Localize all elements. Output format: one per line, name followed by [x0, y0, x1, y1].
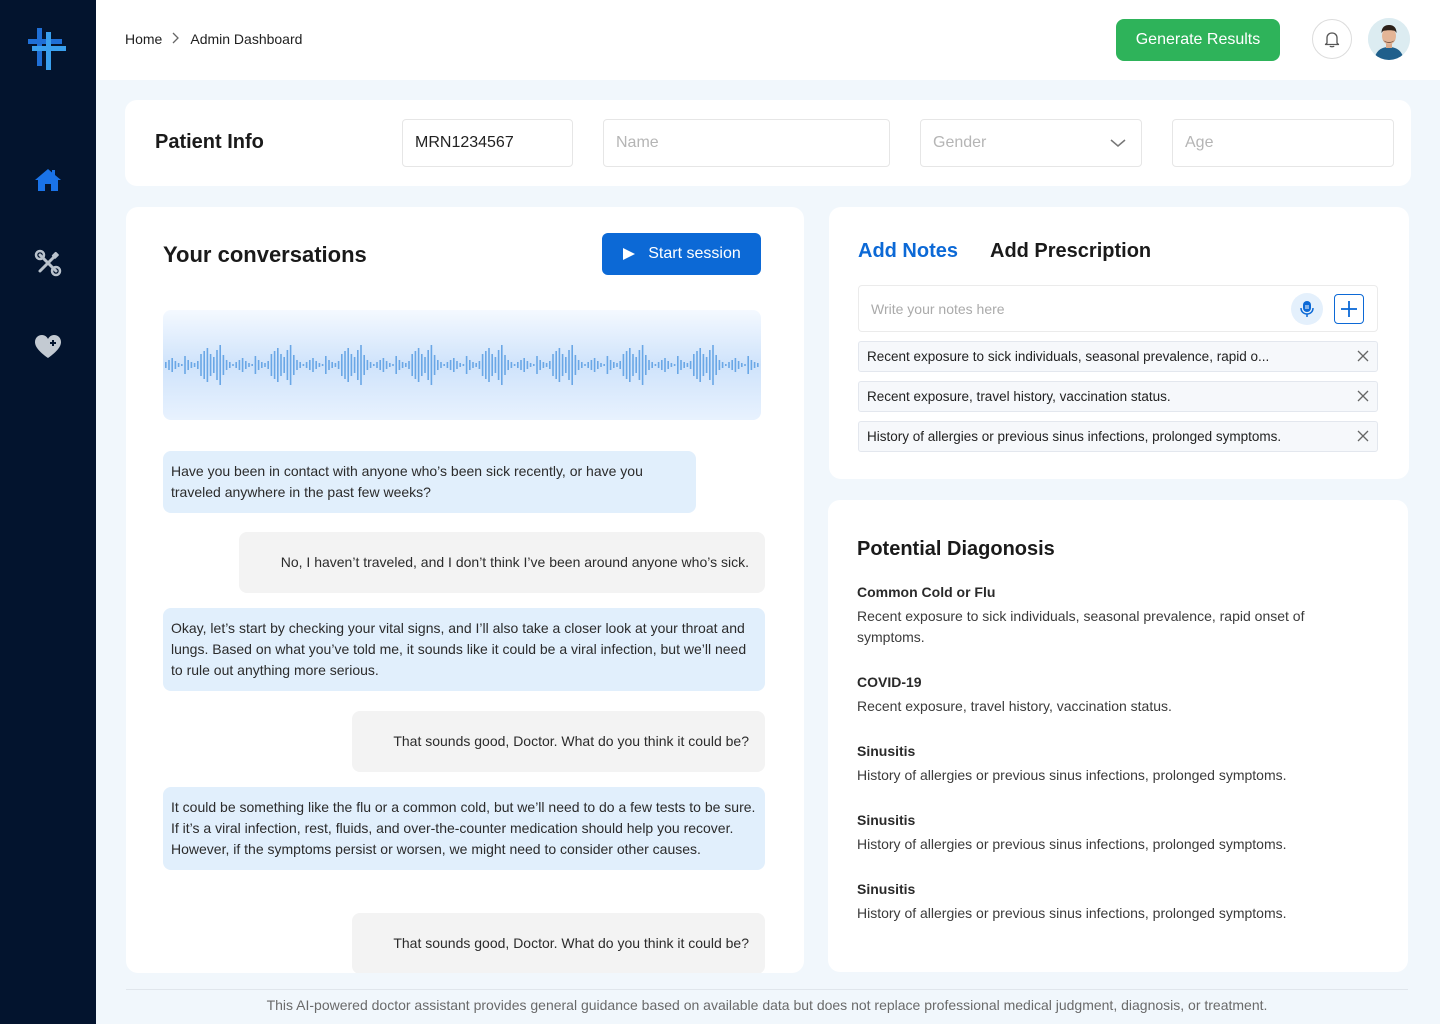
diagnosis-name: Sinusitis	[857, 743, 916, 759]
chevron-right-icon	[172, 32, 180, 47]
close-icon[interactable]	[1357, 350, 1369, 365]
sidebar-item-tools[interactable]	[30, 245, 66, 281]
note-item	[858, 381, 1378, 412]
diagnosis-description: History of allergies or previous sinus infections, prolonged symptoms.	[857, 836, 1287, 852]
medical-cross-logo[interactable]	[26, 26, 66, 70]
potential-diagnosis-card	[828, 500, 1408, 972]
age-field[interactable]: Age	[1172, 119, 1394, 167]
mrn-field[interactable]: MRN1234567	[402, 119, 573, 167]
notifications-button[interactable]	[1312, 19, 1352, 59]
message-doctor: It could be something like the flu or a common cold, but we’ll need to do a few tests to be sure. If it’s a viral infection, rest, fluids, and over-the-counter medication should help you recover. However, if the symptoms persist or worsen, we might need to consider other causes.	[163, 787, 765, 870]
diagnosis-item	[857, 674, 1357, 717]
notes-card	[829, 207, 1409, 479]
notes-input-container	[858, 285, 1378, 332]
tools-icon	[34, 249, 62, 277]
close-icon[interactable]	[1357, 430, 1369, 445]
note-text: History of allergies or previous sinus infections, prolonged symptoms.	[867, 429, 1282, 444]
heart-plus-icon	[34, 334, 62, 360]
diagnosis-item	[857, 584, 1357, 648]
message-doctor: Okay, let’s start by checking your vital signs, and I’ll also take a closer look at your throat and lungs. Based on what you’ve told me, it sounds like it could be a viral infection, but we’ll need to rule out anything more serious.	[163, 608, 765, 691]
diagnosis-description: History of allergies or previous sinus infections, prolonged symptoms.	[857, 905, 1287, 921]
diagnosis-item	[857, 743, 1357, 786]
footer-divider	[126, 989, 1408, 990]
message-patient: That sounds good, Doctor. What do you think it could be?	[352, 913, 765, 973]
start-session-label: Start session	[648, 245, 741, 262]
bell-icon	[1323, 30, 1341, 48]
breadcrumb-home[interactable]: Home	[125, 31, 163, 47]
gender-select[interactable]	[920, 119, 1142, 167]
diagnosis-name: COVID-19	[857, 674, 922, 690]
breadcrumb	[125, 31, 302, 47]
note-text: Recent exposure, travel history, vaccination status.	[867, 389, 1171, 404]
disclaimer-text: This AI-powered doctor assistant provides general guidance based on available data but does not replace professional medical judgment, diagnosis, or treatment.	[266, 997, 1268, 1013]
diagnosis-name: Sinusitis	[857, 812, 916, 828]
user-avatar[interactable]	[1368, 18, 1410, 60]
message-doctor: Have you been in contact with anyone who’s been sick recently, or have you traveled anywhere in the past few weeks?	[163, 451, 696, 513]
top-header	[96, 0, 1440, 80]
note-item	[858, 341, 1378, 372]
tab-add-prescription[interactable]: Add Prescription	[990, 240, 1152, 262]
microphone-button[interactable]	[1291, 293, 1323, 325]
plus-icon	[1339, 299, 1359, 319]
generate-results-button[interactable]: Generate Results	[1116, 19, 1280, 61]
diagnosis-description: History of allergies or previous sinus infections, prolonged symptoms.	[857, 767, 1287, 783]
conversations-title: Your conversations	[163, 242, 367, 267]
diagnosis-description: Recent exposure, travel history, vaccination status.	[857, 698, 1172, 714]
diagnosis-name: Sinusitis	[857, 881, 916, 897]
home-icon	[33, 167, 63, 193]
message-patient: No, I haven’t traveled, and I don’t think I’ve been around anyone who’s sick.	[239, 532, 765, 593]
chevron-down-icon	[1109, 136, 1127, 154]
diagnosis-item	[857, 812, 1357, 855]
tab-add-notes[interactable]: Add Notes	[858, 240, 958, 262]
conversations-card	[126, 207, 804, 973]
note-text: Recent exposure to sick individuals, seasonal prevalence, rapid o...	[867, 349, 1270, 364]
gender-select-placeholder: Gender	[933, 134, 987, 151]
play-icon	[622, 247, 636, 261]
diagnosis-name: Common Cold or Flu	[857, 584, 996, 600]
name-field[interactable]: Name	[603, 119, 890, 167]
diagnosis-title: Potential Diagonosis	[857, 538, 1055, 560]
microphone-icon	[1299, 300, 1315, 318]
sidebar	[0, 0, 96, 1024]
breadcrumb-current: Admin Dashboard	[190, 31, 303, 47]
note-item	[858, 421, 1378, 452]
diagnosis-description: Recent exposure to sick individuals, seasonal prevalence, rapid onset of symptoms.	[857, 608, 1305, 645]
start-session-button[interactable]	[602, 233, 761, 275]
add-note-button[interactable]	[1334, 294, 1364, 324]
audio-waveform	[163, 310, 761, 420]
patient-info-card	[125, 100, 1411, 186]
patient-info-title: Patient Info	[155, 131, 264, 153]
notes-input[interactable]	[859, 286, 1279, 331]
diagnosis-item	[857, 881, 1357, 924]
sidebar-item-health[interactable]	[30, 329, 66, 365]
sidebar-item-home[interactable]	[30, 162, 66, 198]
message-patient: That sounds good, Doctor. What do you think it could be?	[352, 711, 765, 772]
close-icon[interactable]	[1357, 390, 1369, 405]
